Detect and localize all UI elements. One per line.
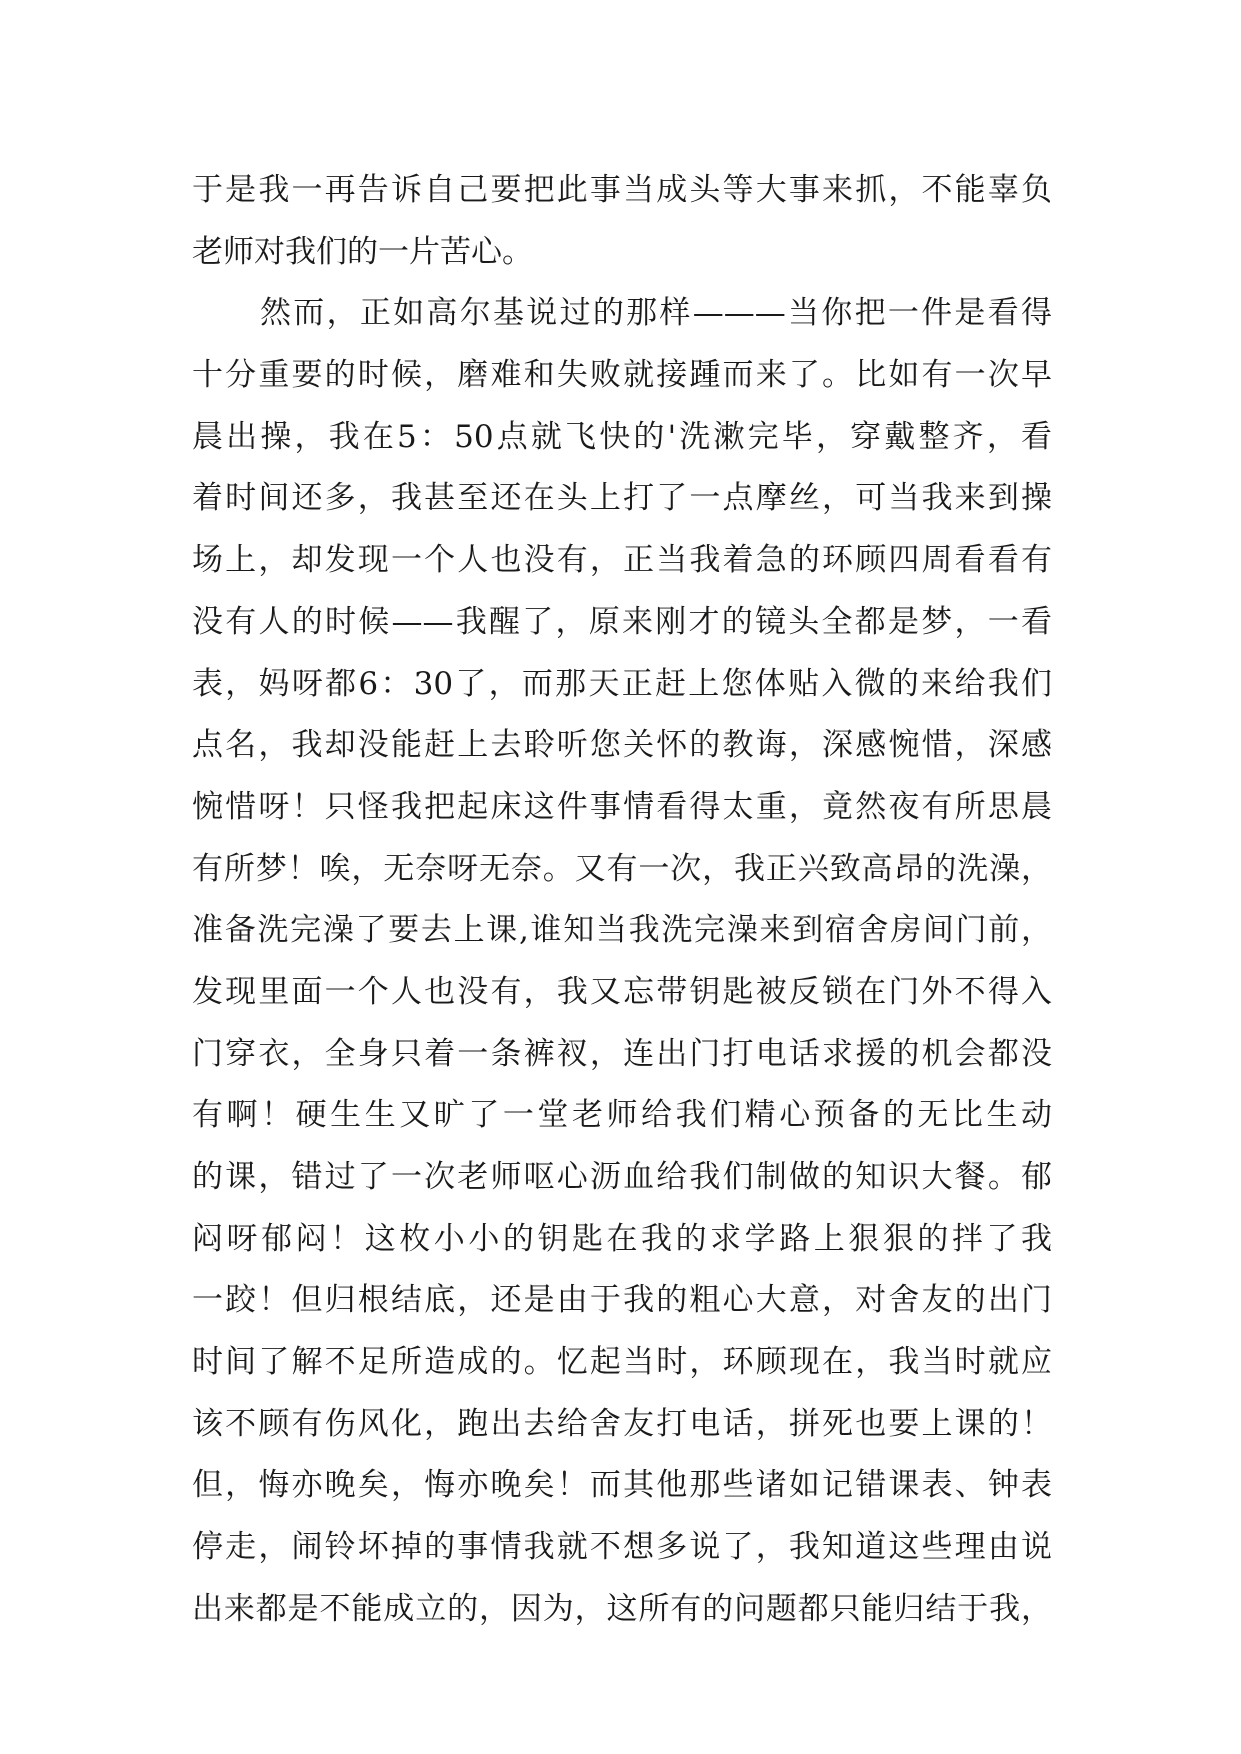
text-line: 没有人的时候——我醒了，原来刚才的镜头全都是梦，一看	[192, 603, 1052, 640]
paragraph-start-line: 然而，正如高尔基说过的那样———当你把一件是看得	[260, 295, 1052, 332]
text-line: 时间了解不足所造成的。忆起当时，环顾现在，我当时就应	[192, 1344, 1052, 1381]
text-line: 出来都是不能成立的，因为，这所有的问题都只能归结于我，	[192, 1590, 1052, 1627]
text-line: 该不顾有伤风化，跑出去给舍友打电话，拼死也要上课的！	[192, 1405, 1052, 1442]
text-line: 着时间还多，我甚至还在头上打了一点摩丝，可当我来到操	[192, 480, 1052, 517]
text-line: 门穿衣，全身只着一条裤衩，连出门打电话求援的机会都没	[192, 1035, 1052, 1072]
text-line: 准备洗完澡了要去上课,谁知当我洗完澡来到宿舍房间门前，	[192, 912, 1052, 949]
text-line: 惋惜呀！只怪我把起床这件事情看得太重，竟然夜有所思晨	[192, 788, 1052, 825]
text-line: 闷呀郁闷！这枚小小的钥匙在我的求学路上狠狠的拌了我	[192, 1220, 1052, 1257]
text-line: 停走，闹铃坏掉的事情我就不想多说了，我知道这些理由说	[192, 1529, 1052, 1566]
text-line: 的课，错过了一次老师呕心沥血给我们制做的知识大餐。郁	[192, 1159, 1052, 1195]
text-line: 于是我一再告诉自己要把此事当成头等大事来抓，不能辜负	[192, 172, 1052, 208]
text-line: 点名，我却没能赶上去聆听您关怀的教诲，深感惋惜，深感	[192, 727, 1052, 764]
text-line: 晨出操，我在5：50点就飞快的'洗漱完毕，穿戴整齐，看	[192, 418, 1052, 455]
body-text	[192, 160, 1052, 1641]
text-line: 有所梦！唉，无奈呀无奈。又有一次，我正兴致高昂的洗澡，	[192, 850, 1052, 887]
text-line: 场上，却发现一个人也没有，正当我着急的环顾四周看看有	[192, 542, 1052, 579]
text-line: 老师对我们的一片苦心。	[192, 233, 533, 270]
text-line: 十分重要的时候，磨难和失败就接踵而来了。比如有一次早	[192, 357, 1052, 394]
text-line: 一跤！但归根结底，还是由于我的粗心大意，对舍友的出门	[192, 1282, 1052, 1319]
text-line: 发现里面一个人也没有，我又忘带钥匙被反锁在门外不得入	[192, 973, 1052, 1010]
text-line: 但，悔亦晚矣，悔亦晚矣！而其他那些诸如记错课表、钟表	[192, 1467, 1052, 1504]
text-line: 有啊！硬生生又旷了一堂老师给我们精心预备的无比生动	[192, 1097, 1052, 1134]
text-line: 表，妈呀都6：30了，而那天正赶上您体贴入微的来给我们	[192, 665, 1052, 702]
